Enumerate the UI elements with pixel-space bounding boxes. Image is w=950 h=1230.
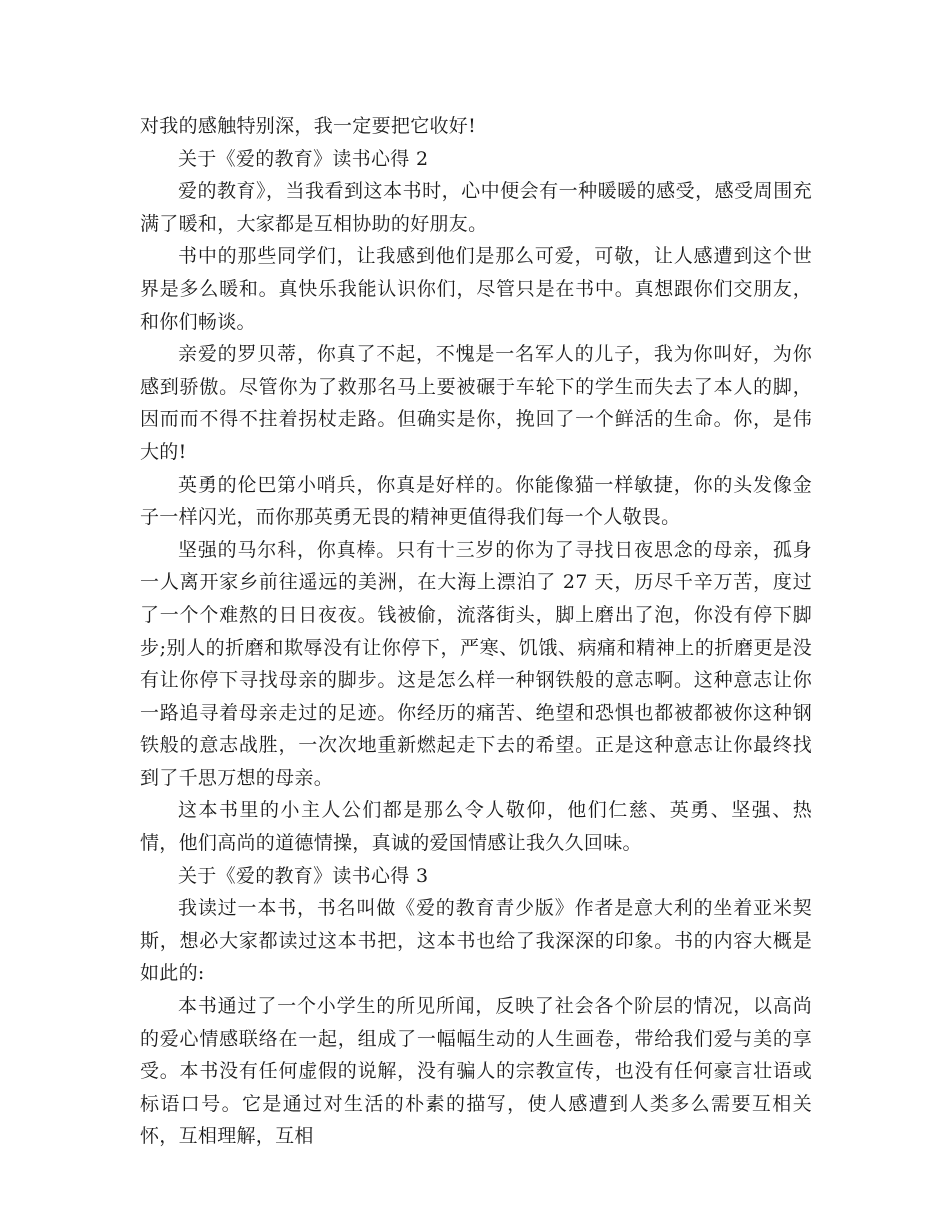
- section-heading: 关于《爱的教育》读书心得 2: [178, 147, 429, 170]
- paragraph: 坚强的马尔科，你真棒。只有十三岁的你为了寻找日夜思念的母亲，孤身一人离开家乡前往遥远的美洲，在大海上漂泊了 27 天，历尽千辛万苦，度过了一个个难熬的日日夜夜。钱被偷，流落街头，脚上磨出了泡，你没有停下脚步;别人的折磨和欺辱没有让你停下，严寒、饥饿、病痛和精神上的折磨更是没有让你停下寻找母亲的脚步。这是怎么样一种钢铁般的意志啊。这种意志让你一路追寻着母亲走过的足迹。你经历的痛苦、绝望和恐惧也都被都被你这种钢铁般的意志战胜，一次次地重新燃起走下去的希望。正是这种意志让你最终找到了千思万想的母亲。: [140, 538, 812, 789]
- paragraph: 英勇的伦巴第小哨兵，你真是好样的。你能像猫一样敏捷，你的头发像金子一样闪光，而你那英勇无畏的精神更值得我们每一个人敬畏。: [140, 473, 812, 529]
- document-body: [140, 110, 812, 1153]
- paragraph: 本书通过了一个小学生的所见所闻，反映了社会各个阶层的情况，以高尚的爱心情感联络在一起，组成了一幅幅生动的人生画卷，带给我们爱与美的享受。本书没有任何虚假的说解，没有骗人的宗教宣传，也没有任何豪言壮语或标语口号。它是通过对生活的朴素的描写，使人感遭到人类多么需要互相关怀，互相理解，互相: [140, 995, 812, 1148]
- paragraph: 亲爱的罗贝蒂，你真了不起，不愧是一名军人的儿子，我为你叫好，为你感到骄傲。尽管你为了救那名马上要被碾于车轮下的学生而失去了本人的脚，因而而不得不拄着拐杖走路。但确实是你，挽回了一个鲜活的生命。你，是伟大的!: [140, 343, 812, 463]
- paragraph: 爱的教育》，当我看到这本书时，心中便会有一种暖暖的感受，感受周围充满了暖和，大家都是互相协助的好朋友。: [140, 180, 812, 235]
- section-heading: 关于《爱的教育》读书心得 3: [178, 864, 429, 887]
- paragraph: 我读过一本书，书名叫做《爱的教育青少版》作者是意大利的坐着亚米契斯，想必大家都读过这本书把，这本书也给了我深深的印象。书的内容大概是如此的:: [140, 897, 812, 985]
- paragraph: 书中的那些同学们，让我感到他们是那么可爱，可敬，让人感遭到这个世界是多么暖和。真快乐我能认识你们，尽管只是在书中。真想跟你们交朋友，和你们畅谈。: [140, 245, 812, 333]
- paragraph: 这本书里的小主人公们都是那么令人敬仰，他们仁慈、英勇、坚强、热情，他们高尚的道德情操，真诚的爱国情感让我久久回味。: [140, 799, 812, 855]
- paragraph: 对我的感触特别深，我一定要把它收好!: [140, 115, 477, 137]
